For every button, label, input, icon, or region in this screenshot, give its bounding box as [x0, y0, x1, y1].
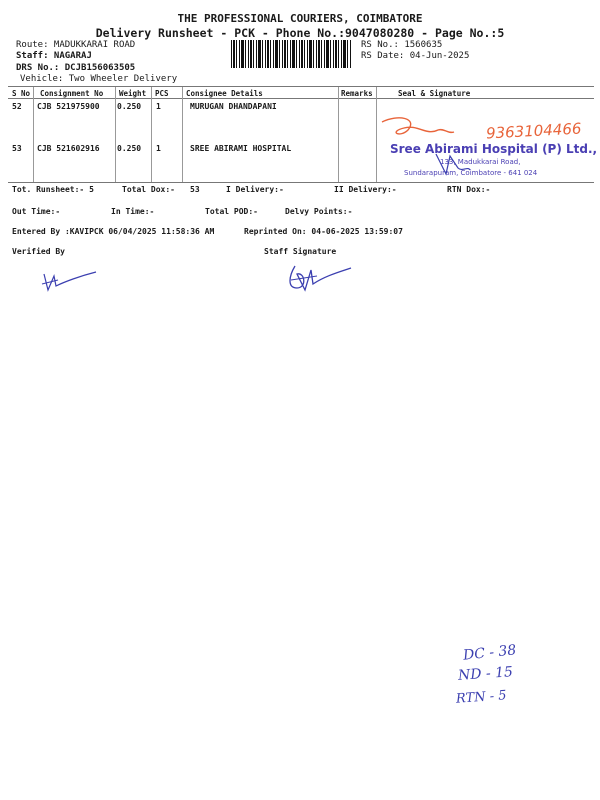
- col-remarks: Remarks: [341, 89, 373, 98]
- rs-number: RS No.: 1560635: [361, 40, 443, 50]
- total-dox-label: Total Dox:-: [122, 185, 175, 194]
- col-seal-signature: Seal & Signature: [398, 89, 471, 98]
- rtn-dox: RTN Dox:-: [447, 185, 491, 194]
- column-divider: [151, 87, 152, 182]
- delvy-points: Delvy Points:-: [285, 207, 353, 216]
- blue-signature: [432, 148, 472, 178]
- staff-label: Staff: NAGARAJ: [16, 51, 92, 61]
- staff-signature: [285, 262, 355, 294]
- stamp-address-1: 133, Madukkarai Road,: [440, 158, 521, 166]
- route-label: Route: MADUKKARAI ROAD: [16, 40, 136, 50]
- out-time: Out Time:-: [12, 207, 61, 216]
- col-consignment: Consignment No: [40, 89, 104, 98]
- row-consignment: CJB 521975900: [37, 102, 100, 111]
- col-pcs: PCS: [155, 89, 169, 98]
- note-nd: ND - 15: [457, 664, 514, 684]
- vehicle-label: Vehicle: Two Wheeler Delivery: [20, 74, 178, 84]
- stamp-name: Sree Abirami Hospital (P) Ltd.,: [390, 142, 598, 156]
- total-pod: Total POD:-: [205, 207, 258, 216]
- column-divider: [115, 87, 116, 182]
- col-consignee: Consignee Details: [186, 89, 263, 98]
- row-consignment: CJB 521602916: [37, 144, 100, 153]
- verified-by-label: Verified By: [12, 247, 65, 256]
- note-dc: DC - 38: [462, 642, 518, 664]
- barcode: [231, 40, 351, 68]
- reprinted-on: Reprinted On: 04-06-2025 13:59:07: [244, 227, 403, 236]
- entered-by: Entered By :KAVIPCK 06/04/2025 11:58:36 AM: [12, 227, 215, 236]
- company-title: THE PROFESSIONAL COURIERS, COIMBATORE: [177, 12, 423, 25]
- row-pcs: 1: [156, 144, 161, 153]
- row-pcs: 1: [156, 102, 161, 111]
- drs-number: DRS No.: DCJB156063505: [16, 63, 136, 73]
- note-rtn: RTN - 5: [455, 688, 508, 707]
- row-consignee: MURUGAN DHANDAPANI: [190, 102, 277, 111]
- row-sno: 52: [12, 102, 22, 111]
- staff-signature-label: Staff Signature: [264, 247, 337, 256]
- runsheet-subtitle: Delivery Runsheet - PCK - Phone No.:9047080280 - Page No.:5: [95, 26, 505, 40]
- rs-date: RS Date: 04-Jun-2025: [361, 51, 470, 61]
- column-divider: [33, 87, 34, 182]
- i-delivery: I Delivery:-: [226, 185, 284, 194]
- total-runsheet: Tot. Runsheet:- 5: [12, 185, 94, 194]
- total-dox-value: 53: [190, 185, 200, 194]
- column-divider: [376, 87, 377, 182]
- ii-delivery: II Delivery:-: [334, 185, 397, 194]
- table-bottom-rule: [8, 182, 594, 183]
- column-divider: [182, 87, 183, 182]
- column-divider: [338, 87, 339, 182]
- verifier-signature: [40, 270, 100, 294]
- col-weight: Weight: [119, 89, 147, 98]
- in-time: In Time:-: [111, 207, 155, 216]
- stamp-address-2: Sundarapuram, Coimbatore - 641 024: [404, 169, 538, 177]
- row-consignee: SREE ABIRAMI HOSPITAL: [190, 144, 292, 153]
- handwritten-phone: 9363104466: [485, 119, 582, 143]
- table-top-rule: [8, 86, 594, 87]
- row-sno: 53: [12, 144, 22, 153]
- row-weight: 0.250: [117, 102, 142, 111]
- table-header-rule: [8, 98, 594, 99]
- col-sno: S No: [12, 89, 31, 98]
- row-weight: 0.250: [117, 144, 142, 153]
